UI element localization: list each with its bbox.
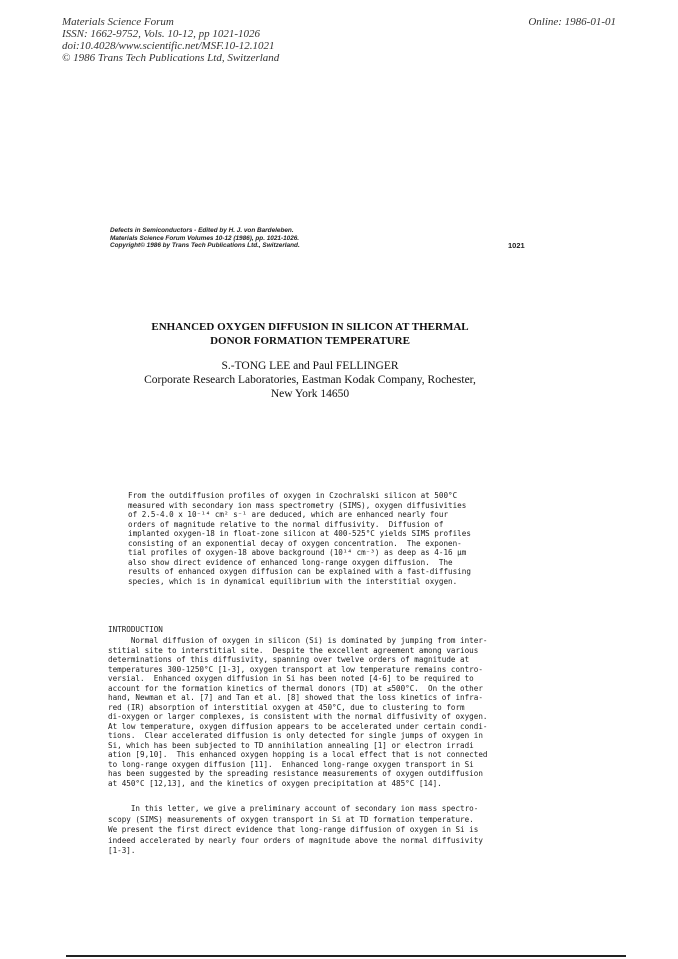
paragraph-line: indeed accelerated by nearly four orders of magnitude above the normal diffusivity [108,835,483,845]
paragraph-line: In this letter, we give a preliminary account of secondary ion mass spectro- [108,804,479,813]
paragraph-line: ation [9,10]. This enhanced oxygen hopping is a local effect that is not connected [108,750,488,759]
paragraph-line: account for the formation kinetics of thermal donors (TD) at ≤500°C. On the other [108,683,483,693]
abstract-line: implanted oxygen-18 in float-zone silicon at 400-525°C yields SIMS profiles [128,529,471,538]
introduction-paragraph-2 [108,804,483,857]
volume-info-line: Defects in Semiconductors - Edited by H. J. von Bardeleben. [110,227,294,234]
paragraph-line: Normal diffusion of oxygen in silicon (Si) is dominated by jumping from inter- [108,636,488,645]
footer-rule [66,955,626,957]
abstract-line: consisting of an exponential decay of oxygen concentration. The exponen- [128,538,462,548]
title-line: DONOR FORMATION TEMPERATURE [210,335,410,347]
paragraph-line: determinations of this diffusivity, spanning over twelve orders of magnitude at [108,655,470,664]
online-date: Online: 1986-01-01 [528,16,616,28]
paper-title [120,320,500,348]
abstract-line: of 2.5-4.0 x 10⁻¹⁴ cm² s⁻¹ are deduced, which are enhanced nearly four [128,510,449,519]
volume-info-line: Materials Science Forum Volumes 10-12 (1986), pp. 1021-1026. [110,234,300,242]
abstract-line: species, which is in dynamical equilibrium with the interstitial oxygen. [128,576,458,586]
paragraph-line: has been suggested by the spreading resistance measurements of oxygen outdiffusion [108,769,483,778]
affiliation-line: Corporate Research Laboratories, Eastman Kodak Company, Rochester, [144,374,476,386]
paragraph-line: di-oxygen or larger complexes, is consistent with the normal diffusivity of oxygen. [108,712,488,721]
authors: S.-TONG LEE and Paul FELLINGER [221,360,399,372]
paragraph-line: stitial site to interstitial site. Despite the excellent agreement among various [108,645,479,655]
paragraph-line: at 450°C [12,13], and the kinetics of oxygen precipitation at 485°C [14]. [108,778,442,788]
abstract-line: From the outdiffusion profiles of oxygen in Czochralski silicon at 500°C [128,491,458,500]
paragraph-line: tions. Clear accelerated diffusion is only detected for single jumps of oxygen in [108,731,483,740]
page-number: 1021 [508,241,525,250]
abstract [128,491,471,586]
affiliation-line: New York 14650 [270,387,350,400]
affiliation [120,374,500,401]
paragraph-line: hand, Newman et al. [7] and Tan et al. [8] showed that the loss kinetics of infra- [108,693,483,702]
paragraph-line: temperatures 300-1250°C [1-3], oxygen transport at low temperature remains contro- [108,664,483,674]
paragraph-line: [1-3]. [108,846,136,856]
abstract-line: also show direct evidence of enhanced long-range oxygen diffusion. The [128,557,453,567]
volume-info-line: Copyright© 1986 by Trans Tech Publications Ltd., Switzerland. [110,242,300,250]
section-heading-introduction [108,625,163,635]
section-heading-text: INTRODUCTION [108,625,163,634]
introduction-paragraph-1 [108,636,487,788]
paragraph-line: We present the first direct evidence that long-range diffusion of oxygen in Si is [108,825,479,835]
paragraph-line: scopy (SIMS) measurements of oxygen transport in Si at TD formation temperature. [108,814,474,824]
journal-copyright: © 1986 Trans Tech Publications Ltd, Switzerland [62,52,280,64]
volume-info [110,227,530,250]
abstract-line: orders of magnitude relative to the normal diffusivity. Diffusion of [128,519,444,529]
journal-doi: doi:10.4028/www.scientific.net/MSF.10-12.1021 [62,40,275,52]
paragraph-line: Si, which has been subjected to TD annihilation annealing [1] or electron irradi [108,740,474,750]
journal-name: Materials Science Forum [62,16,174,28]
paragraph-line: versial. Enhanced oxygen diffusion in Si has been noted [4-6] to be required to [108,674,474,683]
abstract-line: tial profiles of oxygen-18 above background (10¹⁴ cm⁻³) as deep as 4-16 µm [128,548,467,557]
journal-issn: ISSN: 1662-9752, Vols. 10-12, pp 1021-1026 [62,28,260,40]
abstract-line: measured with secondary ion mass spectrometry (SIMS), oxygen diffusivities [128,500,467,510]
paragraph-line: At low temperature, oxygen diffusion appears to be accelerated under certain condi- [108,721,488,731]
title-line: ENHANCED OXYGEN DIFFUSION IN SILICON AT THERMAL [151,321,469,333]
paragraph-line: red (IR) absorption of interstitial oxygen at 450°C, due to clustering to form [108,702,465,712]
paragraph-line: to long-range oxygen diffusion [11]. Enhanced long-range oxygen transport in Si [108,759,474,769]
journal-citation [62,16,279,64]
abstract-line: results of enhanced oxygen diffusion can be explained with a fast-diffusing [128,567,471,576]
